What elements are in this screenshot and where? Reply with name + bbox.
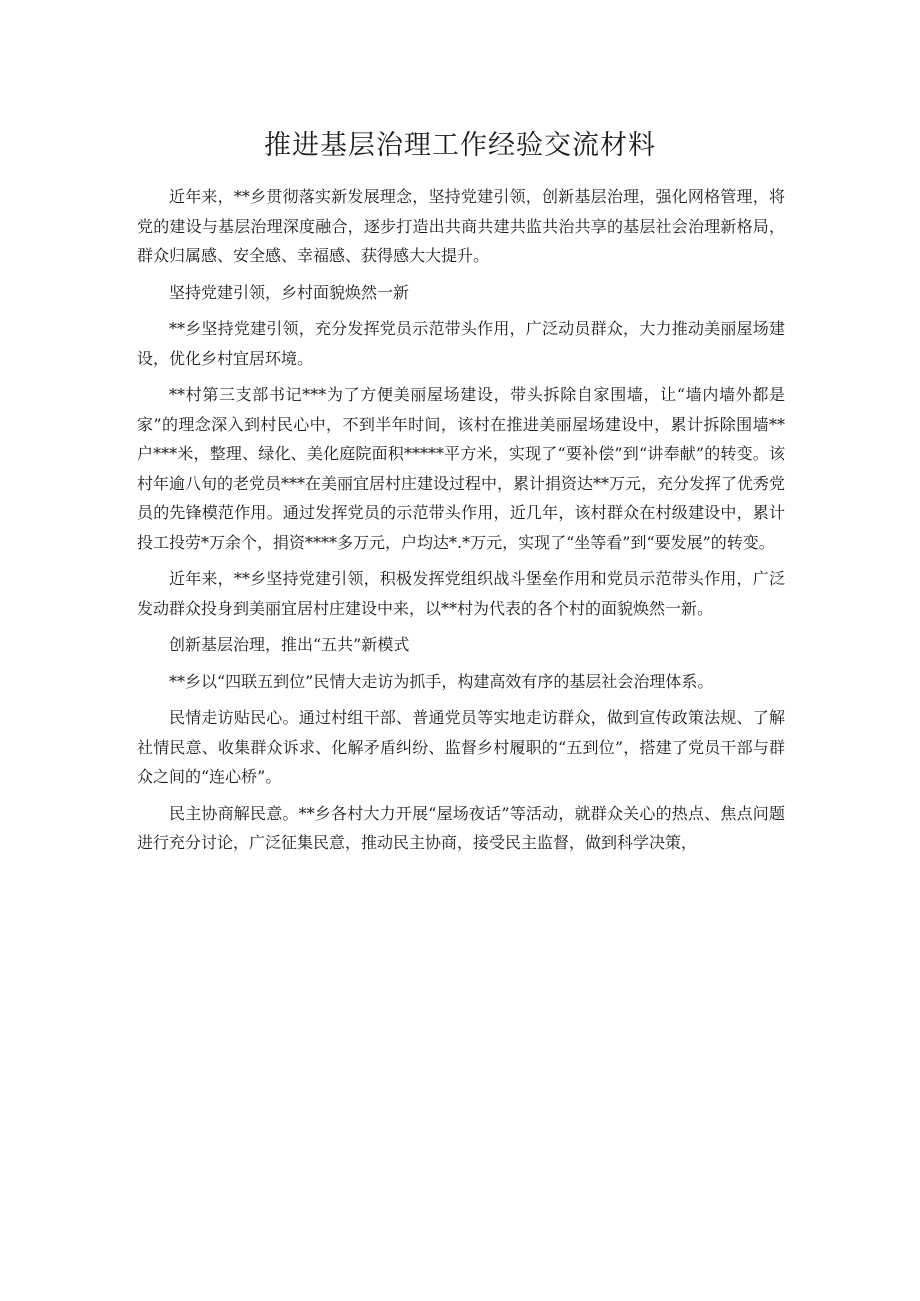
section-heading-party-leadership: 坚持党建引领，乡村面貌焕然一新 [169,282,410,302]
body-paragraph: 近年来，**乡坚持党建引领，积极发挥党组织战斗堡垒作用和党员示范带头作用，广泛发动群众投身到美丽宜居村庄建设中来，以**村为代表的各个村的面貌焕然一新。 [137,569,785,618]
document-title: 推进基层治理工作经验交流材料 [264,130,656,161]
body-paragraph: **村第三支部书记***为了方便美丽屋场建设，带头拆除自家围墙，让“墙内墙外都是家”的理念深入到村民心中，不到半年时间，该村在推进美丽屋场建设中，累计拆除围墙**户***米，整理、绿化、美化庭院面积*****平方米，实现了“要补偿”到“讲奉献”的转变。该村年逾八旬的老党员***在美丽宜居村庄建设过程中，累计捐资达**万元，充分发挥了优秀党员的先锋模范作用。通过发挥党员的示范带头作用，近几年，该村群众在村级建设中，累计投工投劳*万余个，捐资****多万元，户均达*.*万元，实现了“坐等看”到“要发展”的转变。 [137,385,786,552]
body-paragraph: 民情走访贴民心。通过村组干部、普通党员等实地走访群众，做到宣传政策法规、了解社情民意、收集群众诉求、化解矛盾纠纷、监督乡村履职的“五到位”，搭建了党员干部与群众之间的“连心桥”。 [137,708,785,786]
document-body [137,182,785,865]
body-paragraph: **乡以“四联五到位”民情大走访为抓手，构建高效有序的基层社会治理体系。 [169,671,714,691]
intro-paragraph: 近年来，**乡贯彻落实新发展理念，坚持党建引领，创新基层治理，强化网格管理，将党的建设与基层治理深度融合，逐步打造出共商共建共监共治共享的基层社会治理新格局，群众归属感、安全感、幸福感、获得感大大提升。 [137,187,785,265]
section-heading-innovation: 创新基层治理，推出“五共”新模式 [169,635,410,654]
body-paragraph: 民主协商解民意。**乡各村大力开展“屋场夜话”等活动，就群众关心的热点、焦点问题进行充分讨论，广泛征集民意，推动民主协商，接受民主监督，做到科学决策， [137,803,785,852]
body-paragraph: **乡坚持党建引领，充分发挥党员示范带头作用，广泛动员群众，大力推动美丽屋场建设，优化乡村宜居环境。 [137,319,785,368]
